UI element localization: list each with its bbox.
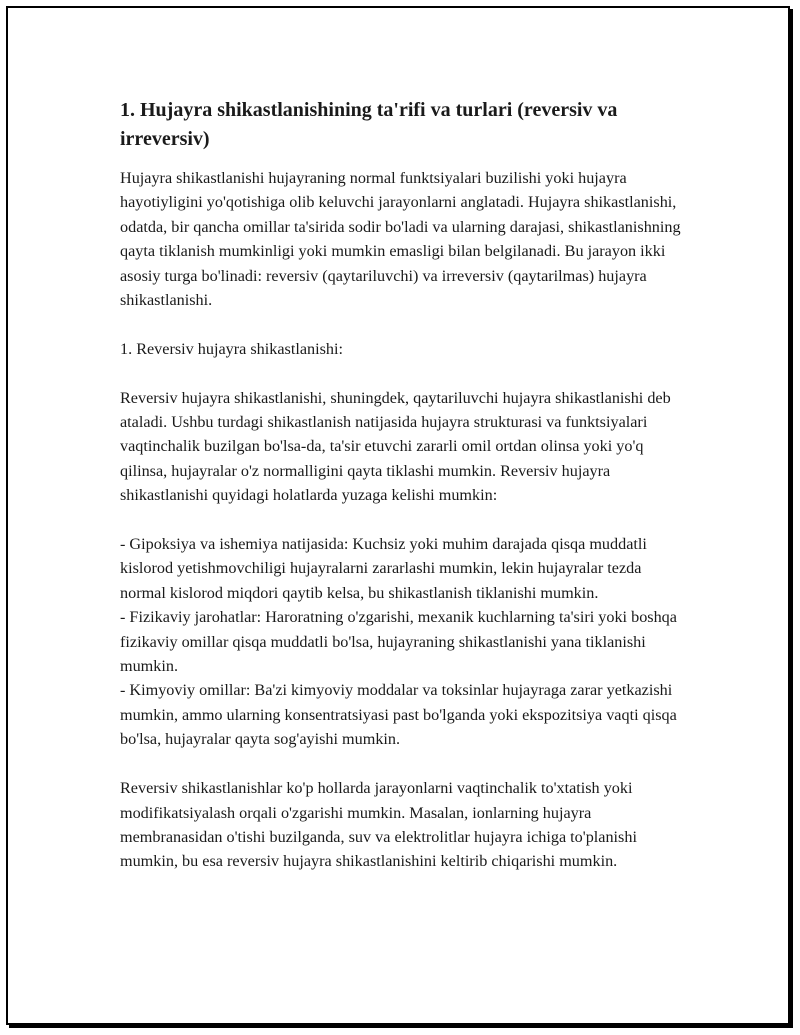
intro-paragraph: Hujayra shikastlanishi hujayraning normal funktsiyalari buzilishi yoki hujayra hayotiyligini yo'qotishiga olib keluvchi jarayonlarni anglatadi. Hujayra shikastlanishi, odatda, bir qancha omillar ta'sirida sodir bo'ladi va ularning darajasi, shikastlanishning qayta tiklanish mumkinligi yoki mumkin emasligi bilan belgilanadi. Bu jarayon ikki asosiy turga bo'linadi: reversiv (qaytariluvchi) va irreversiv (qaytarilmas) hujayra shikastlanishi. xyxy=(120,169,681,310)
section-heading: 1. Hujayra shikastlanishining ta'rifi va turlari (reversiv va irreversiv) xyxy=(120,99,618,150)
list-item-hypoxia: - Gipoksiya va ishemiya natijasida: Kuchsiz yoki muhim darajada qisqa muddatli kislorod yetishmovchiligi hujayralarni zararlashi mumkin, lekin hujayralar tezda normal kislorod miqdori qaytib kelsa, bu shikastlanish tiklanishi mumkin. xyxy=(120,535,647,602)
document-page xyxy=(6,6,790,1025)
paragraph-gap xyxy=(120,752,690,776)
paragraph-gap xyxy=(120,312,690,336)
paragraph-gap xyxy=(120,508,690,532)
list-item-physical: - Fizikaviy jarohatlar: Haroratning o'zgarishi, mexanik kuchlarning ta'siri yoki boshqa fizikaviy omillar qisqa muddatli bo'lsa, hujayraning shikastlanishi yana tiklanishi mumkin. xyxy=(120,608,677,676)
paragraph-gap xyxy=(120,361,690,385)
document-content xyxy=(120,96,690,874)
closing-paragraph: Reversiv shikastlanishlar ko'p hollarda jarayonlarni vaqtinchalik to'xtatish yoki modifikatsiyalash orqali o'zgarishi mumkin. Masalan, ionlarning hujayra membranasidan o'tishi buzilganda, suv va elektrolitlar hujayra ichiga to'planishi mumkin, bu esa reversiv hujayra shikastlanishini keltirib chiqarishi mumkin. xyxy=(120,779,637,871)
list-item-chemical: - Kimyoviy omillar: Ba'zi kimyoviy moddalar va toksinlar hujayraga zarar yetkazishi mumkin, ammo ularning konsentratsiyasi past bo'lganda yoki ekspozitsiya vaqti qisqa bo'lsa, hujayralar qayta sog'ayishi mumkin. xyxy=(120,681,677,749)
subsection-title: 1. Reversiv hujayra shikastlanishi: xyxy=(120,339,343,358)
subsection-paragraph: Reversiv hujayra shikastlanishi, shuningdek, qaytariluvchi hujayra shikastlanishi deb ataladi. Ushbu turdagi shikastlanish natijasida hujayra strukturasi va funktsiyalari vaqtinchalik buzilgan bo'lsa-da, ta'sir etuvchi zararli omil ortdan olinsa yoki yo'q qilinsa, hujayralar o'z normalligini qayta tiklashi mumkin. Reversiv hujayra shikastlanishi quyidagi holatlarda yuzaga kelishi mumkin: xyxy=(120,388,671,505)
